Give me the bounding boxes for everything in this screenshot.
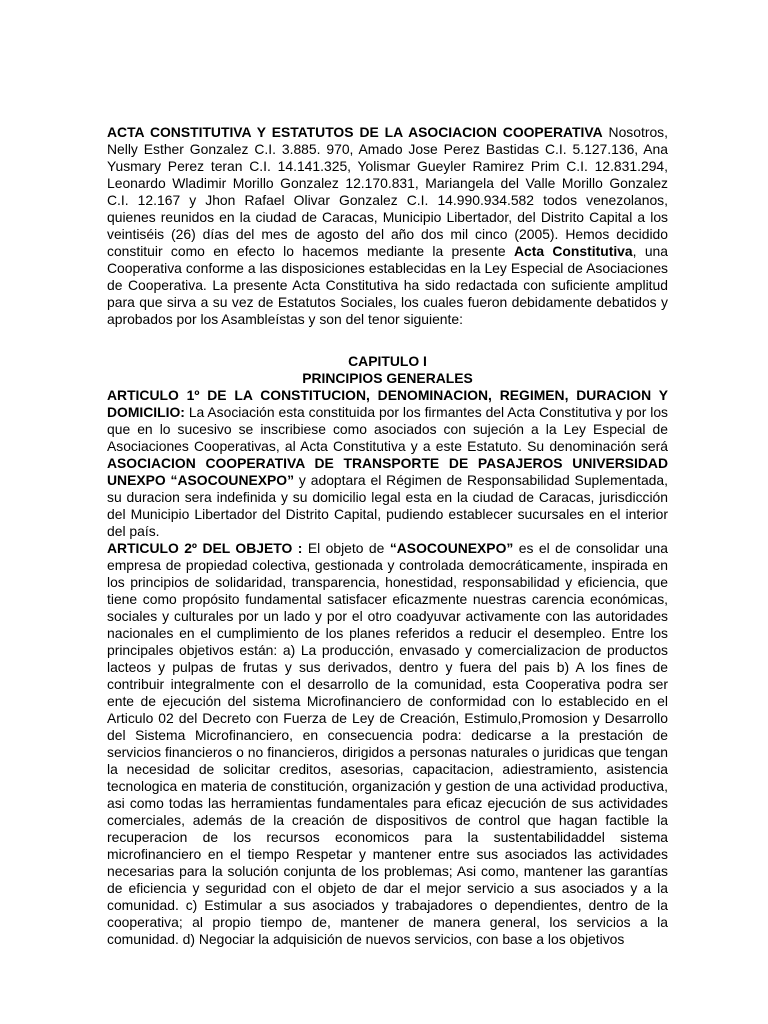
intro-text-1: Nosotros, Nelly Esther Gonzalez C.I. 3.885. 970, Amado Jose Perez Bastidas C.I. 5.127.136, Ana Yusmary Perez teran C.I. 14.141.325, Yolismar Gueyler Ramirez Prim C.I. 12.831.294, Leonardo Wladimir Morillo Gonzalez 12.170.831, Mariangela del Valle Morillo Gonzalez C.I. 12.167 y Jhon Rafael Olivar Gonzalez C.I. 14.990.934.582 todos venezolanos, quienes reunidos en la ciudad de Caracas, Municipio Libertador, del Distrito Capital a los veintiséis (26) días del mes de agosto del año dos mil cinco (2005). Hemos decidido constituir como en efecto lo hacemos mediante la presente — [107, 124, 668, 259]
article-1-paragraph — [107, 387, 668, 540]
article-1-text-2: y adoptara el Régimen de Responsabilidad Suplementada, su duracion sera indefinida y su domicilio legal esta en la ciudad de Caracas, jurisdicción del Municipio Libertador del Distrito Capital, pudiendo establecer sucursales en el interior del país. — [107, 472, 668, 539]
intro-text-2: , una Cooperativa conforme a las disposiciones establecidas en la Ley Especial de Asociaciones de Cooperativa. La presente Acta Constitutiva ha sido redactada con suficiente amplitud para que sirva a su vez de Estatutos Sociales, los cuales fueron debidamente debatidos y aprobados por los Asambleístas y son del tenor siguiente: — [107, 243, 668, 327]
asocounexpo-bold: “ASOCOUNEXPO” — [389, 540, 514, 556]
cooperative-name-bold: ASOCIACION COOPERATIVA DE TRANSPORTE DE PASAJEROS UNIVERSIDAD UNEXPO “ASOCOUNEXPO” — [107, 455, 668, 488]
article-2-paragraph — [107, 540, 668, 948]
article-1-heading: ARTICULO 1º DE LA CONSTITUCION, DENOMINACION, REGIMEN, DURACION Y DOMICILIO: — [107, 387, 668, 420]
article-1-text-1: La Asociación esta constituida por los firmantes del Acta Constitutiva y por los que en lo sucesivo se inscribiese como asociados con sujeción a la Ley Especial de Asociaciones Cooperativas, al Acta Constitutiva y a este Estatuto. Su denominación será — [107, 404, 668, 454]
document-body — [107, 124, 668, 948]
acta-constitutiva-bold: Acta Constitutiva — [513, 243, 633, 259]
intro-paragraph — [107, 124, 668, 328]
spacer — [107, 328, 668, 353]
document-title: ACTA CONSTITUTIVA Y ESTATUTOS DE LA ASOCIACION COOPERATIVA — [107, 124, 603, 140]
article-2-text-1: El objeto de — [302, 540, 390, 556]
article-2-heading: ARTICULO 2º DEL OBJETO : — [107, 540, 303, 556]
chapter-title: PRINCIPIOS GENERALES — [302, 370, 473, 386]
chapter-label: CAPITULO I — [348, 353, 427, 369]
article-2-text-2: es el de consolidar una empresa de propiedad colectiva, gestionada y controlada democráticamente, inspirada en los principios de solidaridad, transparencia, honestidad, responsabilidad y eficiencia, que tiene como propósito fundamental satisfacer eficazmente nuestras carencia económicas, sociales y culturales por un lado y por el otro coadyuvar activamente con las autoridades nacionales en el cumplimiento de los planes referidos a reducir el desempleo. Entre los principales objetivos están: a) La producción, envasado y comercializacion de productos lacteos y pulpas de frutas y sus derivados, dentro y fuera del pais b) A los fines de contribuir integralmente con el desarrollo de la comunidad, esta Cooperativa podra ser ente de ejecución del sistema Microfinanciero de conformidad con lo establecido en el Articulo 02 del Decreto con Fuerza de Ley de Creación, Estimulo,Promosion y Desarrollo del Sistema Microfinanciero, en consecuencia podra: dedicarse a la prestación de servicios financieros o no financieros, dirigidos a personas naturales o juridicas que tengan la necesidad de solicitar creditos, asesorias, capacitacion, adiestramiento, asistencia tecnologica en materia de constitución, organización y gestion de una actividad productiva, asi como todas las herramientas fundamentales para eficaz ejecución de sus actividades comerciales, además de la creación de dispositivos de control que hagan factible la recuperacion de los recursos economicos para la sustentabilidaddel sistema microfinanciero en el tiempo Respetar y mantener entre sus asociados las actividades necesarias para la solución conjunta de los problemas; Asi como, mantener las garantías de eficiencia y seguridad con el objeto de dar el mejor servicio a sus asociados y a la comunidad. c) Estimular a sus asociados y trabajadores o dependientes, dentro de la cooperativa; al propio tiempo de, mantener de manera general, los servicios a la comunidad. d) Negociar la adquisición de nuevos servicios, con base a los objetivos — [107, 540, 668, 947]
